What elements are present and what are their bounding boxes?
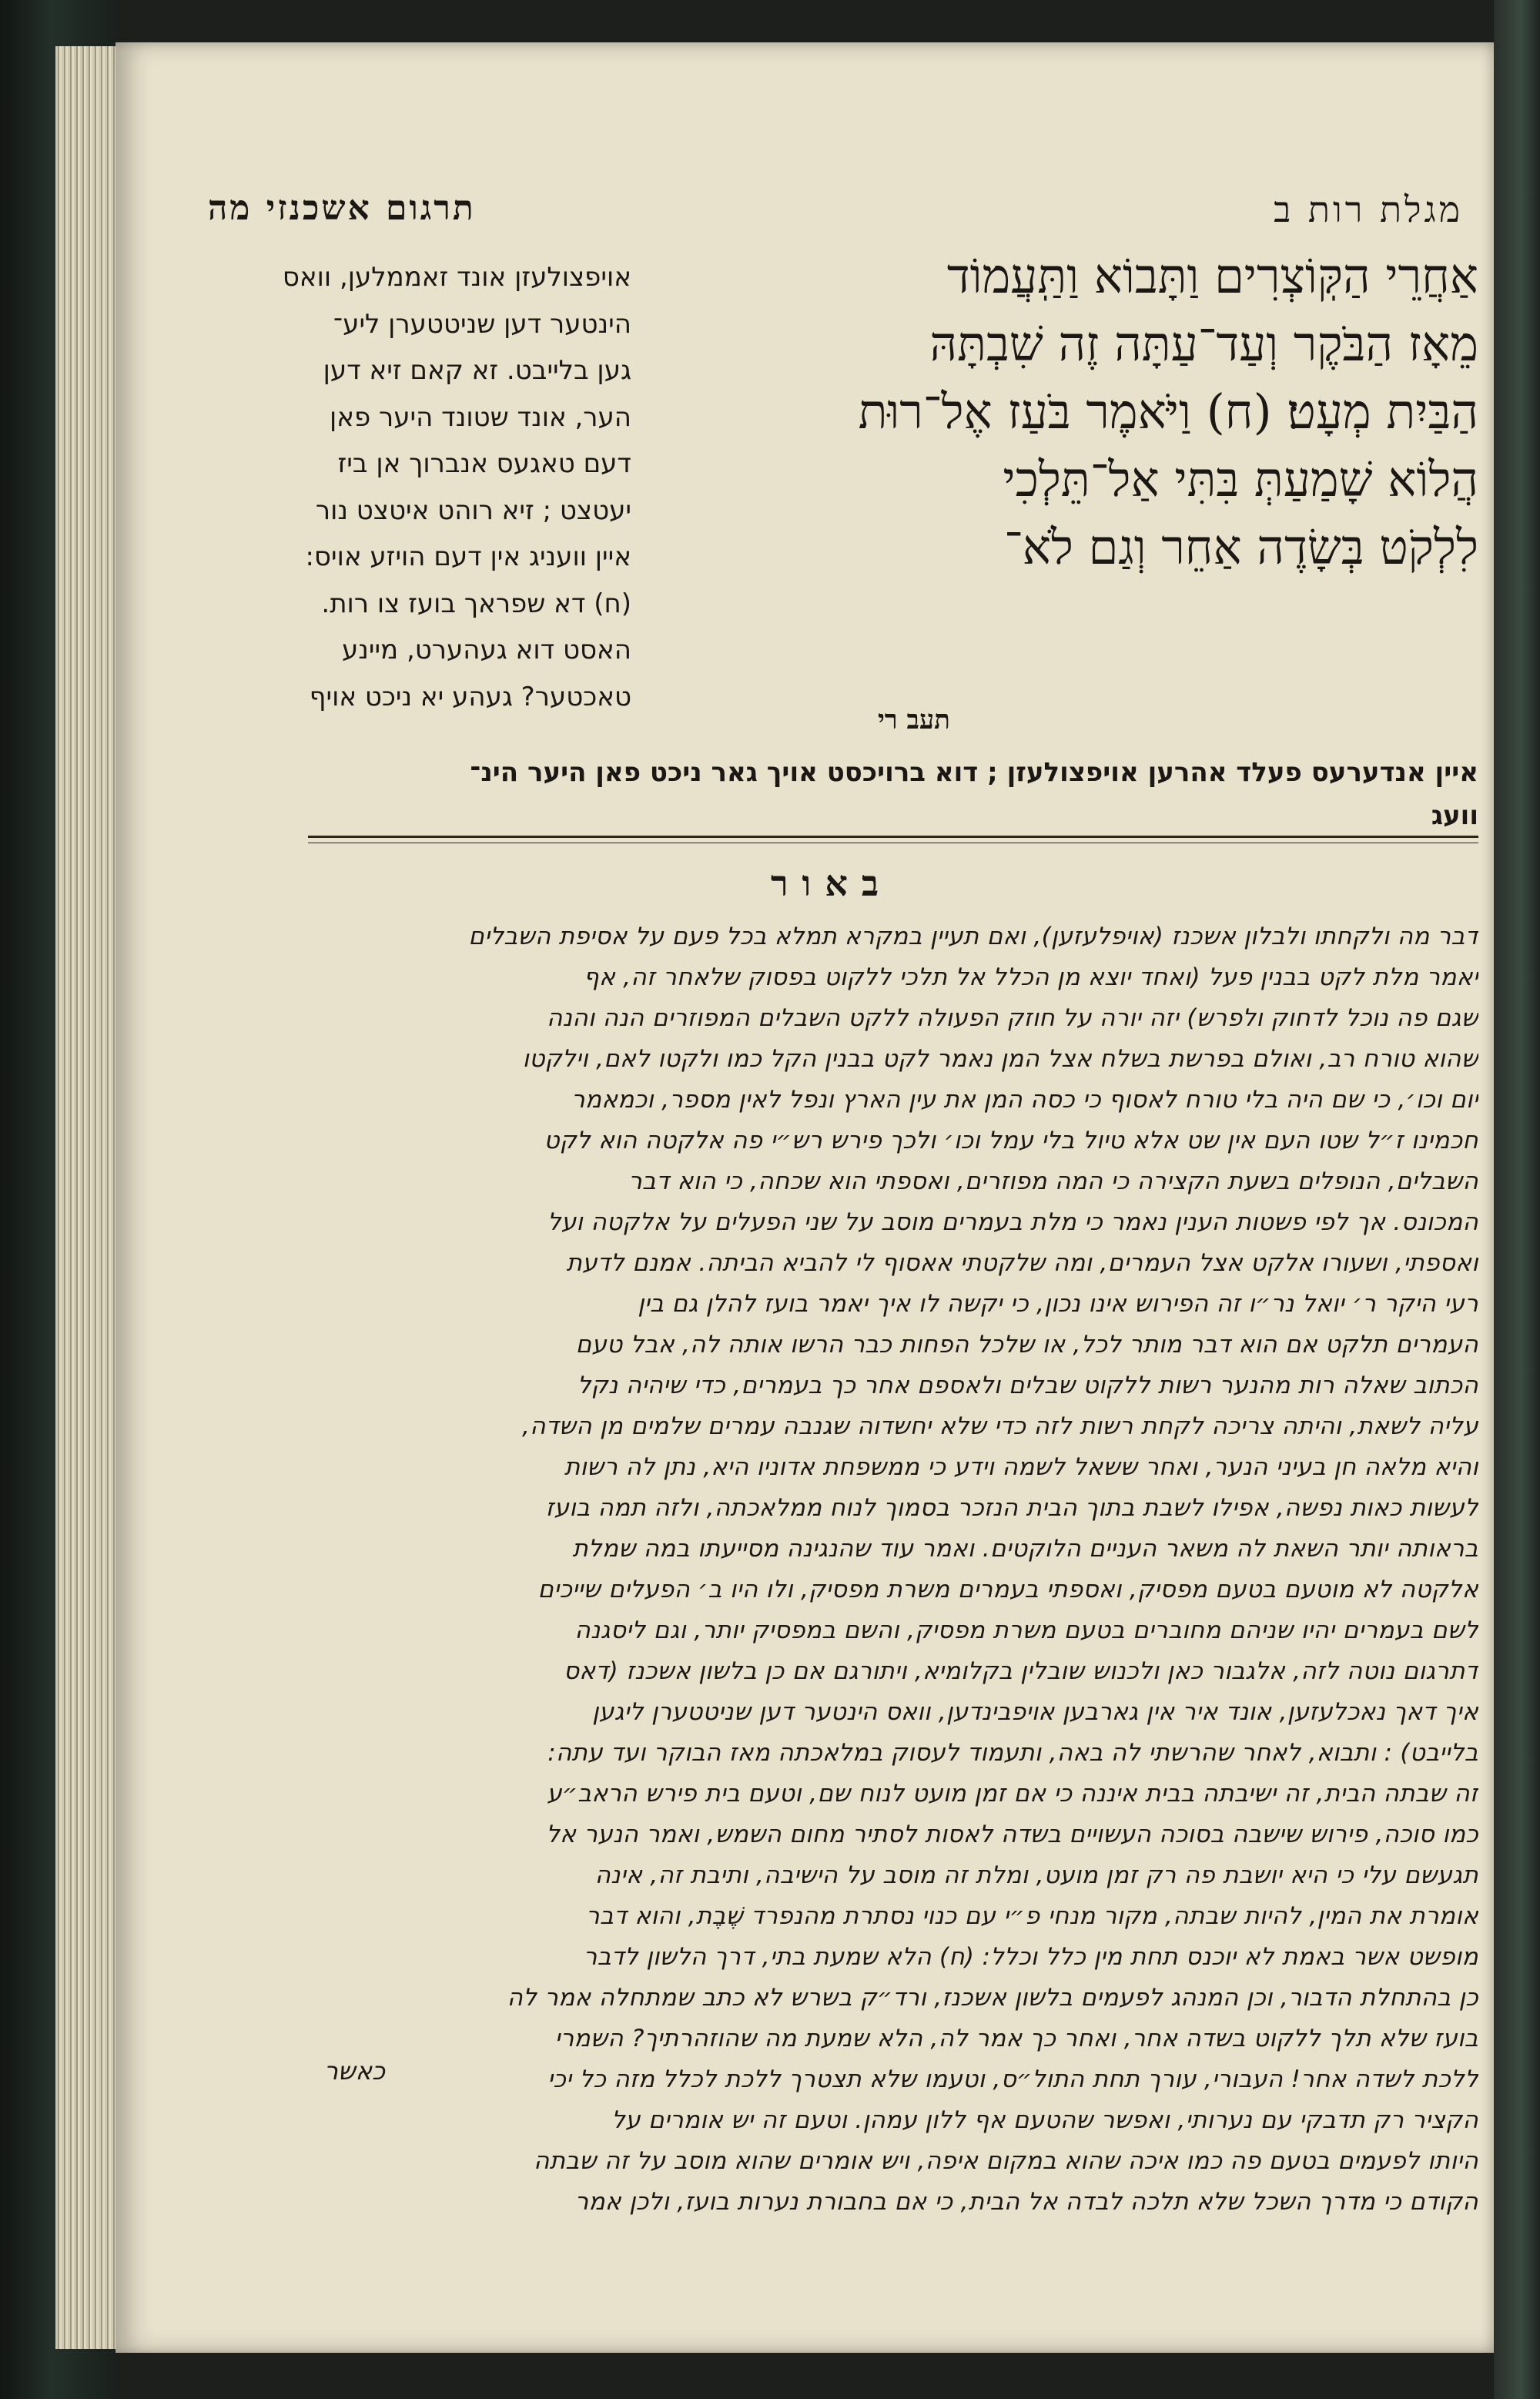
targum-column [185, 254, 631, 747]
targum-line: הינטער דען שניטטערן ליע־ [333, 308, 631, 340]
commentary-line: ואספתי, ושעורו אלקט אצל העמרים, ומה שלקטתי אאסוף לי להביא הביתה. אמנם לדעת [566, 1249, 1478, 1277]
commentary-line: המכונס. אך לפי פשטות הענין נאמר כי מלת בעמרים מוסב על שני הפעלים על אלקטה ועל [547, 1208, 1478, 1236]
targum-continuation-line: איין אנדערעס פעלד אהרען אויפצולעזן ; דוא ברויכסט אויך גאר ניכט פאן היער הינ־ [470, 757, 1478, 788]
verse-line: הַבַּיִת מְעָט׃ (ח) וַיֹּאמֶר בֹּעַז אֶל־רוּת [858, 384, 1478, 440]
commentary-line: כן בהתחלת הדבור, וכן המנהג לפעמים בלשון אשכנז, ורד״ק בשרש לא כתב שמתחלה אמר לה [507, 1984, 1478, 2012]
commentary-line: בלייבט) : ותבוא, לאחר שהרשתי לה באה, ותעמוד לעסוק במלאכתה מאז הבוקר ועד עתה: [547, 1739, 1478, 1767]
targum-line: דעם טאגעס אנברוך אן ביז [337, 448, 631, 479]
commentary-line: מופשט אשר באמת לא יוכנס תחת מין כלל וכלל: (ח) הלא שמעת בתי, דרך הלשון לדבר [583, 1943, 1478, 1971]
targum-line: אויפצולעזן אונד זאממלען, וואס [282, 262, 631, 293]
page-edges [55, 46, 125, 2349]
commentary-line: ללכת לשדה אחר! העבורי, עורך תחת התול״ס, וטעמו שלא תצטרך ללכת לכלל מזה כל יכי [547, 2066, 1478, 2093]
commentary-line: העמרים תלקט אם הוא דבר מותר לכל, או שלכל הפחות כבר הרשו אותה לה, אבל טעם [575, 1331, 1478, 1359]
commentary-line: לעשות כאות נפשה, אפילו לשבת בתוך הבית הנזכר בסמוך לנוח ממלאכתה, ולזה תמה בועז [545, 1494, 1478, 1522]
commentary-line: תגעשם עלי כי היא יושבת פה רק זמן מועט, ומלת זה מוסב על הישיבה, ותיבת זה, אינה [594, 1861, 1478, 1889]
commentary-line: זה שבתה הבית, זה ישיבתה בבית איננה כי אם זמן מועט לנוח שם, וטעם בית פירש הראב״ע [547, 1780, 1478, 1808]
running-header [185, 166, 1478, 235]
commentary-line: בועז שלא תלך ללקוט בשדה אחר, ואחר כך אמר לה, הלא שמעת מה שהוזהרתיך? השמרי [554, 2025, 1478, 2052]
targum-continuation [185, 751, 1478, 837]
commentary-line: רעי היקר ר׳ יואל נר״ו זה הפירוש אינו נכון, כי יקשה לו איך יאמר בועז להלן גם בין [638, 1290, 1478, 1318]
page-catchword: כאשר [323, 2056, 385, 2086]
targum-line: יעטצט ; זיא רוהט איטצט נור [315, 494, 631, 526]
verse-line: מֵאָז הַבֹּקֶר וְעַד־עַתָּה זֶה שִׁבְתָּהּ [929, 316, 1478, 372]
targum-line: האסט דוא געהערט, מיינע [341, 635, 631, 665]
commentary-line: עליה לשאת, והיתה צריכה לקחת רשות לזה כדי שלא יחשדוה שגנבה עמרים שלמים מן השדה, [522, 1412, 1478, 1440]
biur-heading: באור [770, 863, 893, 904]
commentary-line: חכמינו ז״ל שטו העם אין שט אלא טיול בלי עמל וכו׳ ולכך פירש רש״י פה אלקטה הוא לקט [544, 1127, 1478, 1154]
commentary-line: בראותה יותר השאת לה משאר העניים הלוקטים. ואמר עוד שהנגינה מסייעתו במה שמלת [572, 1535, 1478, 1563]
targum-line: (ח) דא שפראך בועז צו רות. [321, 588, 631, 619]
verse-line: אַחֲרֵי הַקּֽוֹצְרִים וַתָּבוֹא וַתַּֽעֲמוֹד [946, 248, 1478, 304]
commentary-line: אומרת את המין, להיות שבתה, מקור מנחי פ״י עם כנוי נסתרת מהנפרד שֶׁבֶת, והוא דבר [586, 1902, 1478, 1930]
commentary-line: השבלים, הנופלים בשעת הקצירה כי המה מפוזרים, ואספתי הוא שכחה, כי הוא דבר [628, 1168, 1478, 1195]
commentary-line: איך דאך נאכלעזען, אונד איר אין גארבען אויפבינדען, וואס הינטער דען שניטטערן ליגען [592, 1698, 1478, 1726]
commentary-line: הקציר רק תדבקי עם נערותי, ואפשר שהטעם אף ללון עמהן. וטעם זה יש אומרים על [611, 2106, 1478, 2134]
commentary-line: דתרגום נוטה לזה, אלגבור כאן ולכנוש שובלין בקלומיא, ויתורגם אם כן בלשון אשכנז (דאס [563, 1657, 1478, 1685]
commentary-line: כמו סוכה, פירוש שישבה בסוכה העשויים בשדה לאסות לסתיר מחום השמש, ואמר הנער אל [546, 1821, 1478, 1848]
commentary-line: לשם בעמרים יהיו שניהם מחוברים בטעם משרת מפסיק, והשם במפסיק יותר, וגם ליסגנה [574, 1617, 1478, 1644]
commentary-line: שהוא טורח רב, ואולם בפרשת בשלח אצל המן נאמר לקט בבנין הקל כמו ולקטו לאם, וילקטו [522, 1045, 1478, 1073]
verse-line: לִלְקֹט בְּשָׂדֶה אַחֵר וְגַם לֹא־ [1003, 519, 1478, 575]
biur-commentary [185, 916, 1478, 2223]
targum-title: תרגום אשכנזי מה [208, 189, 476, 228]
targum-line: איין וועניג אין דעם הויזע אויס: [305, 541, 631, 572]
targum-line: הער, אונד שטונד היער פאן [330, 401, 631, 433]
verse-catchword: תעב רי [878, 705, 950, 735]
targum-line: טאכטער? געהע יא ניכט אויף [309, 681, 631, 712]
commentary-line: שגם פה נוכל לדחוק ולפרש) יזה יורה על חוזק הפעולה ללקט השבלים המפוזרים הנה והנה [547, 1004, 1478, 1032]
section-divider [308, 836, 1478, 843]
targum-continuation-line: וועג [1431, 800, 1478, 831]
verse-line: הֲלוֹא שָׁמַעַתְּ בִּתִּי אַל־תֵּלְכִי [1003, 451, 1478, 508]
book-cover-edge [1494, 0, 1540, 2399]
commentary-line: יאמר מלת לקט בבנין פעל (ואחד יוצא מן הכלל אל תלכי ללקוט בפסוק שלאחר זה, אף [583, 963, 1478, 991]
book-title: מגלת רות ב [1274, 189, 1463, 230]
commentary-line: יום וכו׳, כי שם היה בלי טורח לאסוף כי כסה המן את עין הארץ ונפל לאין מספר, וכמאמר [571, 1086, 1478, 1114]
commentary-line: והיא מלאה חן בעיני הנער, ואחר ששאל לשמה וידע כי ממשפחת אדוניו היא, נתן לה רשות [564, 1453, 1478, 1481]
commentary-line: הכתוב שאלה רות מהנער רשות ללקוט שבלים ולאספם אחר כך בעמרים, כדי שיהיה נקל [577, 1372, 1478, 1399]
commentary-line: היותו לפעמים בטעם פה כמו איכה שהוא במקום איפה, ויש אומרים שהוא מוסב על זה שבתה [534, 2147, 1478, 2175]
commentary-line: דבר מה ולקחתו ולבלון אשכנז (אויפלעזען), ואם תעיין במקרא תמלא בכל פעם על אסיפת השבלים [468, 923, 1478, 950]
page-content [185, 166, 1478, 2322]
commentary-line: אלקטה לא מוטעם בטעם מפסיק, ואספתי בעמרים משרת מפסיק, ולו היו ב׳ הפעלים שייכים [537, 1576, 1478, 1603]
commentary-line: הקודם כי מדרך השכל שלא תלכה לבדה אל הבית, כי אם בחבורת נערות בועז, ולכן אמר [574, 2188, 1478, 2216]
targum-line: גען בלייבט. זא קאם זיא דען [323, 355, 631, 386]
